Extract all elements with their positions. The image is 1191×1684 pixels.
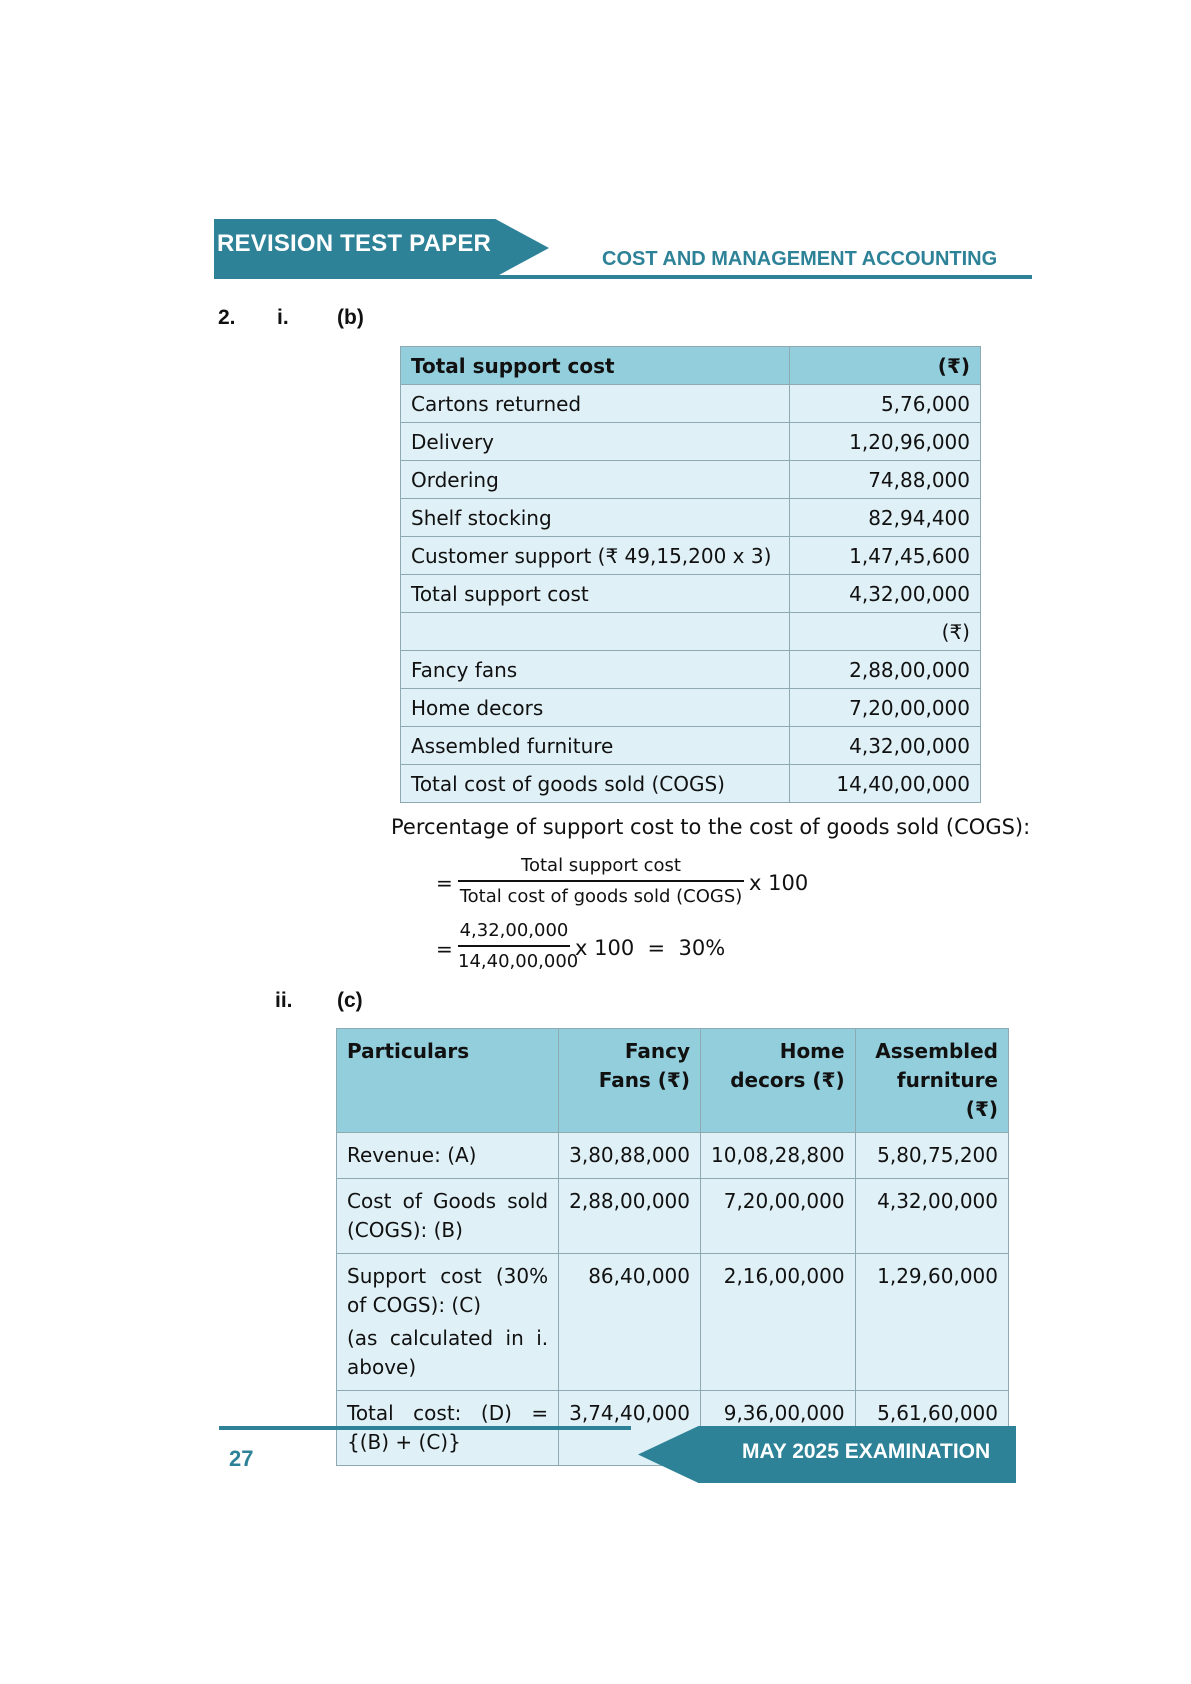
row-value: 14,40,00,000 (790, 765, 981, 803)
row-value: 4,32,00,000 (790, 575, 981, 613)
cell-home-decors: 2,16,00,000 (701, 1254, 856, 1391)
cell-assembled-furniture: 4,32,00,000 (855, 1179, 1008, 1254)
table-row (401, 765, 981, 803)
product-cost-table (336, 1028, 1009, 1466)
equals-sign: = (436, 871, 453, 895)
row-value: (₹) (790, 613, 981, 651)
table-header-row (337, 1029, 1009, 1133)
header-subject: COST AND MANAGEMENT ACCOUNTING (602, 248, 998, 270)
support-cost-table (400, 346, 981, 803)
table-row (401, 727, 981, 765)
table-row (401, 499, 981, 537)
page-number: 27 (229, 1446, 254, 1471)
footer-exam: MAY 2025 EXAMINATION (742, 1440, 991, 1463)
table-row (401, 689, 981, 727)
row-label: Customer support (₹ 49,15,200 x 3) (401, 537, 790, 575)
table-row (401, 575, 981, 613)
row-label: Home decors (401, 689, 790, 727)
values-denominator: 14,40,00,000 (458, 950, 579, 972)
cell-fancy-fans: 86,40,000 (559, 1254, 701, 1391)
cell-fancy-fans: 2,88,00,000 (559, 1179, 701, 1254)
formula-numerator: Total support cost (521, 855, 681, 876)
table-row (337, 1179, 1009, 1254)
row-value: 82,94,400 (790, 499, 981, 537)
row-label: Cartons returned (401, 385, 790, 423)
table-row (337, 1254, 1009, 1391)
part-i-label: i. (277, 306, 289, 329)
row-value: 5,76,000 (790, 385, 981, 423)
row-value: 2,88,00,000 (790, 651, 981, 689)
table-row (401, 537, 981, 575)
row-label-cell (337, 1254, 559, 1391)
row-label: Total cost: (D) = {(B) + (C)} (337, 1391, 559, 1466)
header-unit-cell: (₹) (790, 347, 981, 385)
row-note: (as calculated in i. above) (347, 1326, 549, 1379)
part-i-answer: (b) (337, 306, 364, 329)
cell-fancy-fans: 3,80,88,000 (559, 1133, 701, 1179)
formula-fraction (458, 855, 744, 907)
table-row (401, 651, 981, 689)
row-label: Revenue: (A) (337, 1133, 559, 1179)
row-value: 7,20,00,000 (790, 689, 981, 727)
question-number: 2. (218, 306, 236, 329)
table-header-row (401, 347, 981, 385)
row-value: 74,88,000 (790, 461, 981, 499)
row-label: Shelf stocking (401, 499, 790, 537)
part-ii-label: ii. (275, 989, 293, 1012)
formula-denominator: Total cost of goods sold (COGS) (459, 885, 743, 907)
row-label: Fancy fans (401, 651, 790, 689)
fraction-bar (458, 880, 744, 882)
values-numerator: 4,32,00,000 (459, 920, 569, 941)
cell-fancy-fans: 3,74,40,000 (559, 1391, 701, 1466)
cell-home-decors: 9,36,00,000 (701, 1391, 856, 1466)
table-row (401, 461, 981, 499)
values-result: x 100 = 30% (575, 936, 726, 960)
cell-home-decors: 10,08,28,800 (701, 1133, 856, 1179)
header-title: REVISION TEST PAPER (217, 230, 492, 257)
header-rule (214, 275, 1032, 279)
row-value: 1,20,96,000 (790, 423, 981, 461)
row-label: Total support cost (401, 575, 790, 613)
percentage-intro: Percentage of support cost to the cost of goods sold (COGS): (391, 815, 1031, 839)
table-row (337, 1133, 1009, 1179)
row-label: Total cost of goods sold (COGS) (401, 765, 790, 803)
header-fancy-fans: Fancy Fans (₹) (559, 1029, 701, 1133)
equals-sign: = (436, 937, 453, 961)
row-label: Ordering (401, 461, 790, 499)
cell-assembled-furniture: 1,29,60,000 (855, 1254, 1008, 1391)
table-row (401, 423, 981, 461)
row-value: 4,32,00,000 (790, 727, 981, 765)
header-cell: Total support cost (401, 347, 790, 385)
table-row (401, 613, 981, 651)
header-home-decors: Home decors (₹) (701, 1029, 856, 1133)
fraction-bar (458, 945, 570, 947)
part-ii-answer: (c) (337, 989, 363, 1012)
header-particulars: Particulars (337, 1029, 559, 1133)
row-label: Support cost (30% of COGS): (C) (347, 1264, 549, 1317)
formula-multiplier: x 100 (749, 871, 809, 895)
values-fraction (458, 920, 579, 972)
header-assembled-furniture: Assembled furniture (₹) (855, 1029, 1008, 1133)
cell-assembled-furniture: 5,80,75,200 (855, 1133, 1008, 1179)
row-value: 1,47,45,600 (790, 537, 981, 575)
table-row (401, 385, 981, 423)
cell-home-decors: 7,20,00,000 (701, 1179, 856, 1254)
row-label (401, 613, 790, 651)
row-label: Cost of Goods sold (COGS): (B) (337, 1179, 559, 1254)
cell-assembled-furniture: 5,61,60,000 (855, 1391, 1008, 1466)
row-label: Delivery (401, 423, 790, 461)
footer-rule (219, 1426, 631, 1430)
row-label: Assembled furniture (401, 727, 790, 765)
